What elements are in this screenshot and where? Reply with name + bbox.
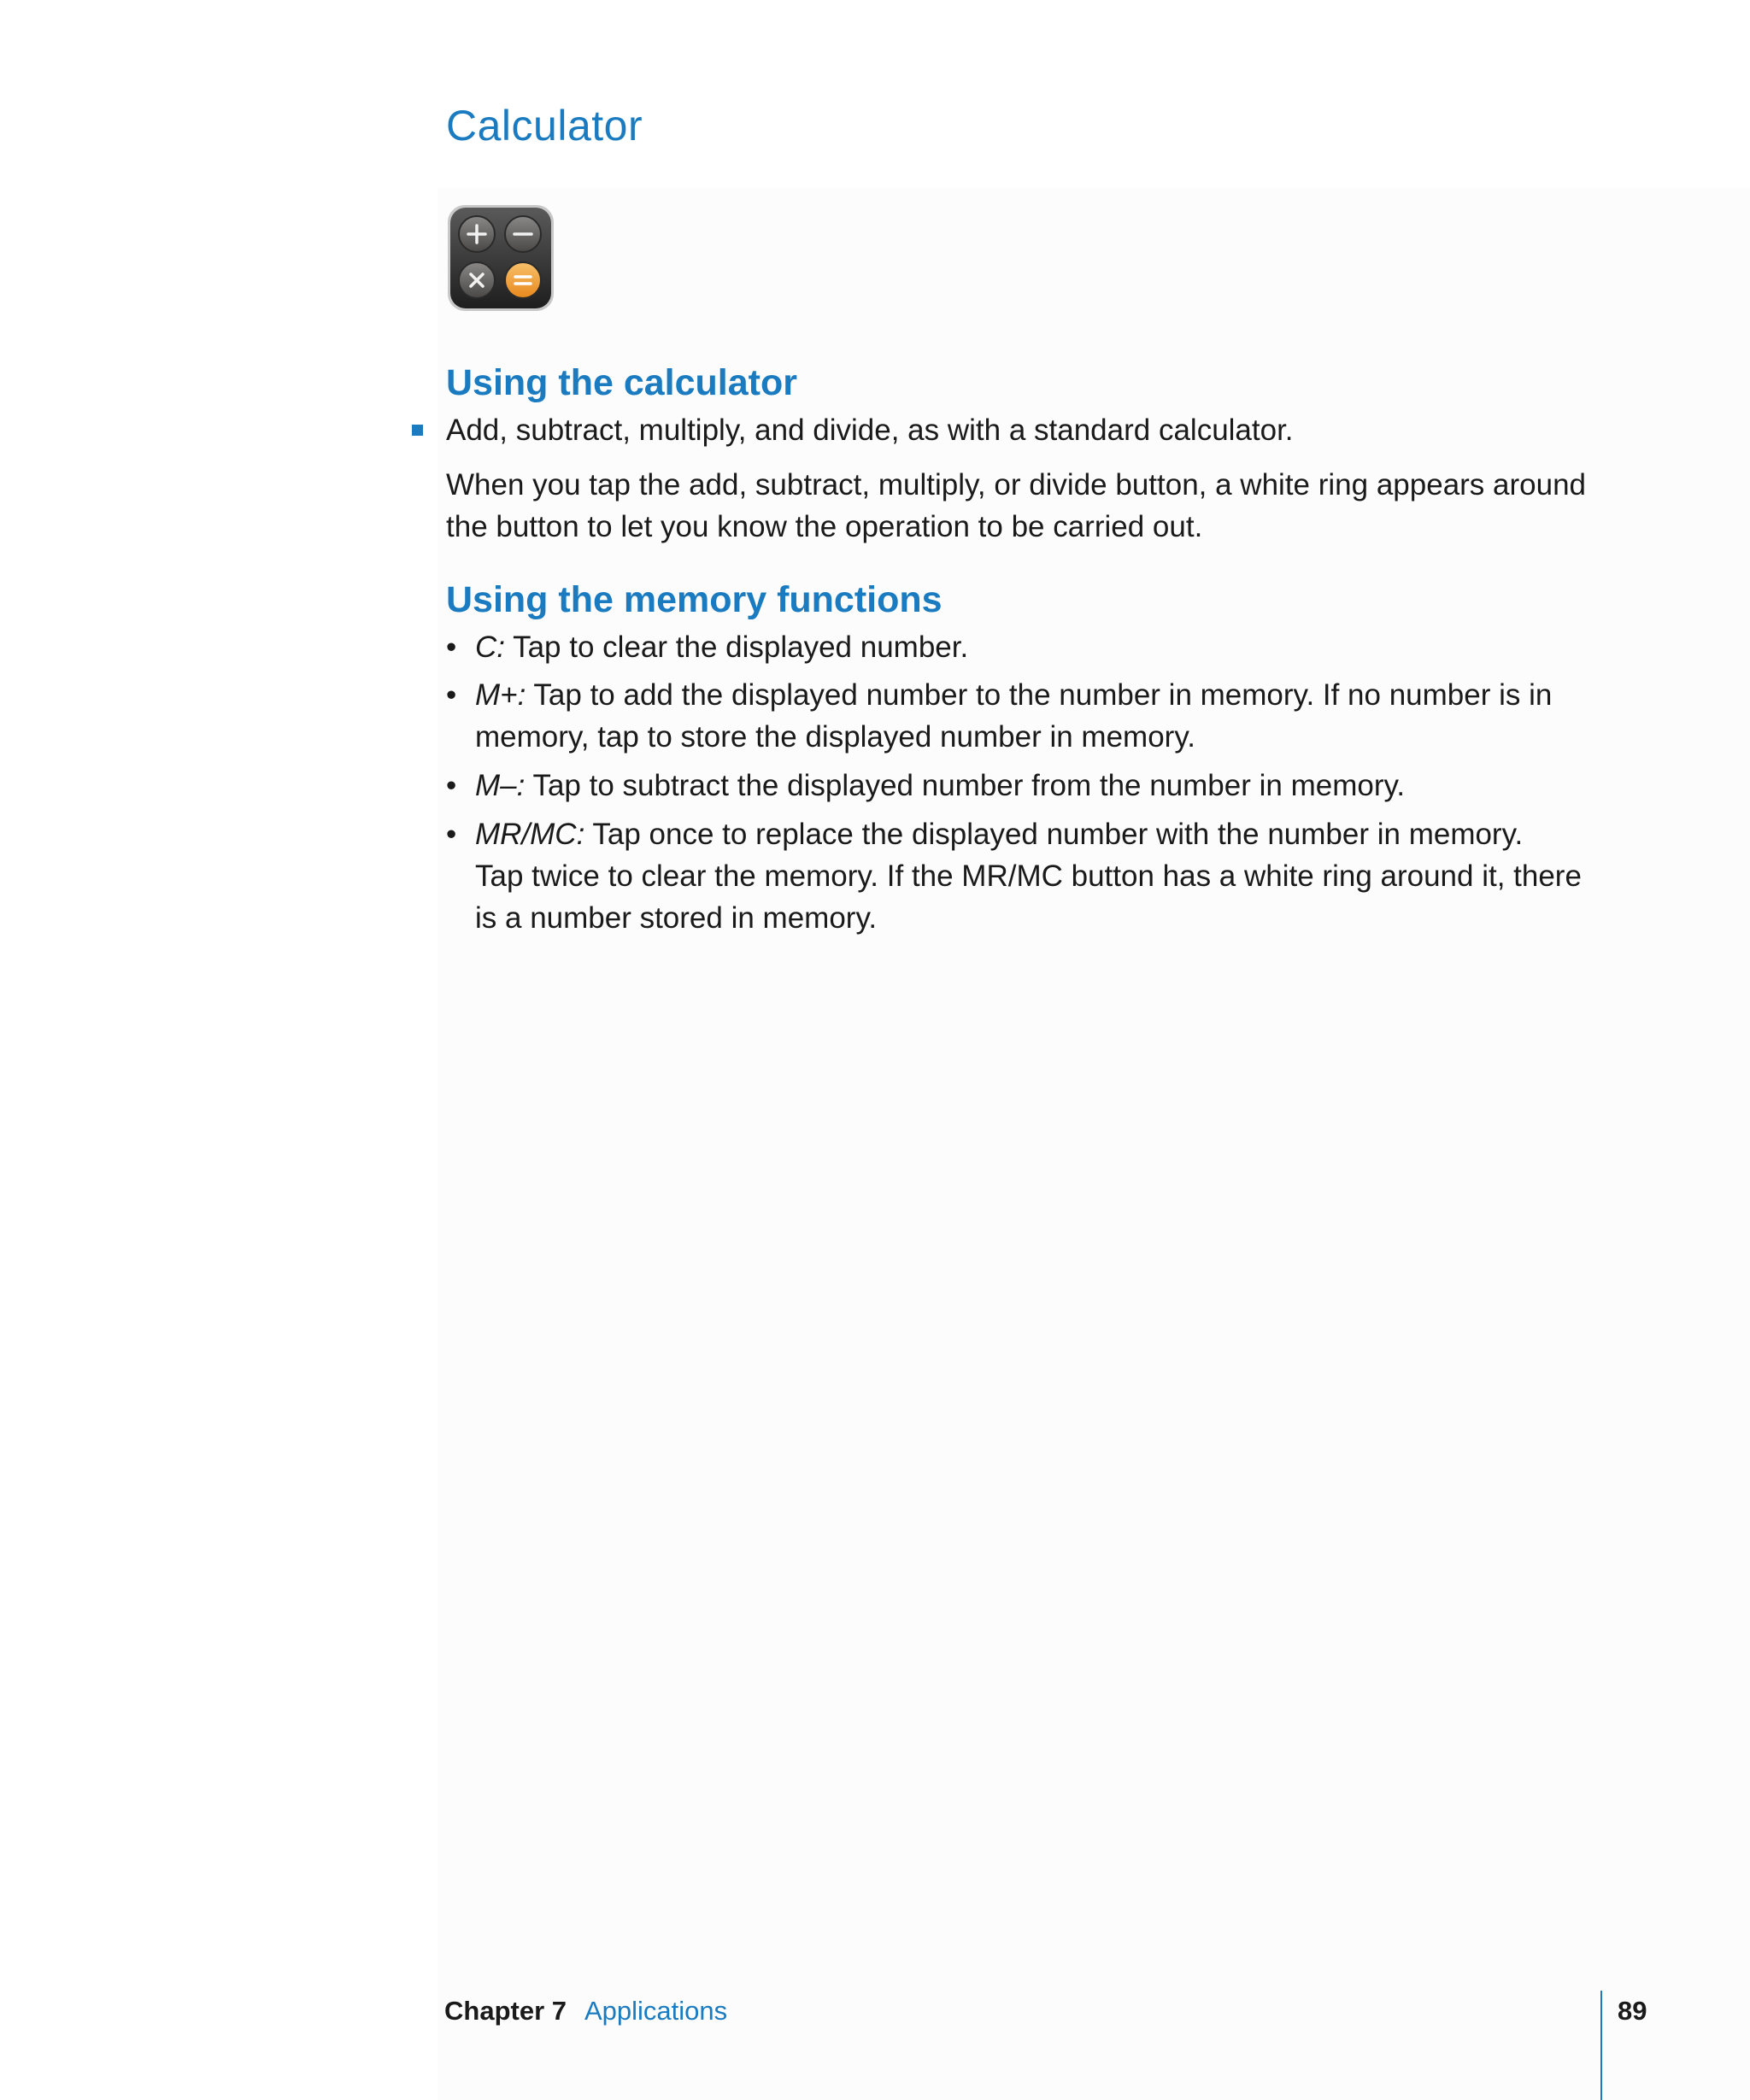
memory-desc-m-minus-line-1: Tap to subtract the displayed number from the number in memory. xyxy=(532,769,1406,802)
footer-page-number: 89 xyxy=(1618,1996,1647,2026)
calculator-bullet-text: Add, subtract, multiply, and divide, as with a standard calculator. xyxy=(446,414,1294,447)
bullet-dot-icon: • xyxy=(446,678,457,712)
footer-chapter-label: Chapter 7 xyxy=(444,1996,567,2026)
memory-desc-mr-mc-line-1: Tap once to replace the displayed number with the number in memory. xyxy=(592,818,1524,851)
memory-term-m-plus: M+: xyxy=(475,678,526,712)
page-title: Calculator xyxy=(446,102,643,150)
calculator-paragraph-line-2: the button to let you know the operation to be carried out. xyxy=(446,510,1203,543)
bullet-dot-icon: • xyxy=(446,818,457,851)
square-bullet-icon xyxy=(412,425,423,436)
memory-item-m-minus xyxy=(475,765,1405,807)
bullet-dot-icon: • xyxy=(446,631,457,664)
memory-desc-c-line-1: Tap to clear the displayed number. xyxy=(513,631,969,664)
section-heading-using-calculator: Using the calculator xyxy=(446,362,797,403)
memory-term-c: C: xyxy=(475,631,505,664)
memory-desc-mr-mc-line-2: Tap twice to clear the memory. If the MR/MC button has a white ring around it, there xyxy=(475,859,1582,893)
memory-desc-m-plus-line-2: memory, tap to store the displayed number in memory. xyxy=(475,720,1195,754)
calculator-app-icon xyxy=(446,203,555,313)
memory-item-mr-mc xyxy=(475,813,1523,856)
calculator-paragraph-line-1: When you tap the add, subtract, multiply, or divide button, a white ring appears around xyxy=(446,468,1587,502)
footer-divider xyxy=(1600,1991,1602,2100)
section-heading-memory-functions: Using the memory functions xyxy=(446,579,943,620)
bullet-dot-icon: • xyxy=(446,769,457,802)
footer-section-link[interactable]: Applications xyxy=(584,1996,728,2026)
memory-desc-m-plus-line-1: Tap to add the displayed number to the number in memory. If no number is in xyxy=(533,678,1553,712)
memory-item-m-plus xyxy=(475,674,1552,717)
memory-term-m-minus: M–: xyxy=(475,769,526,802)
memory-item-c xyxy=(475,626,968,669)
memory-term-mr-mc: MR/MC: xyxy=(475,818,585,851)
memory-desc-mr-mc-line-3: is a number stored in memory. xyxy=(475,901,878,935)
